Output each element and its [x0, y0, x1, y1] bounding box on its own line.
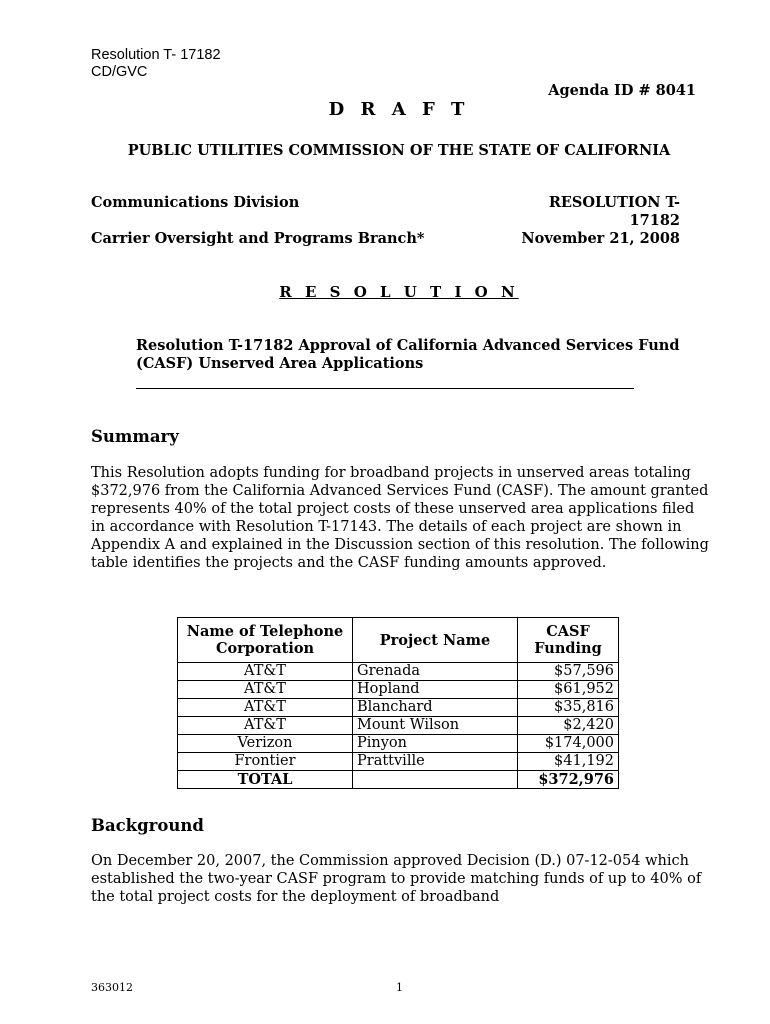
page-number: 1: [396, 981, 403, 994]
project-cell: Hopland: [353, 681, 518, 699]
column-header-funding: CASF Funding: [518, 618, 619, 663]
funding-cell: $41,192: [518, 753, 619, 771]
resolution-date: November 21, 2008: [521, 230, 680, 247]
corporation-cell: Verizon: [178, 735, 353, 753]
funding-cell: $35,816: [518, 699, 619, 717]
branch-name: Carrier Oversight and Programs Branch*: [91, 230, 425, 247]
resolution-heading: [0, 283, 770, 301]
commission-name: PUBLIC UTILITIES COMMISSION OF THE STATE OF CALIFORNIA: [127, 142, 671, 159]
division-block: [91, 194, 425, 248]
resolution-reference: Resolution T- 17182: [91, 47, 221, 63]
agenda-id: Agenda ID # 8041: [548, 82, 696, 99]
project-cell: Pinyon: [353, 735, 518, 753]
total-label: TOTAL: [178, 771, 353, 789]
funding-cell: $61,952: [518, 681, 619, 699]
resolution-number-line1: RESOLUTION T-: [548, 194, 680, 211]
corporation-cell: AT&T: [178, 717, 353, 735]
document-header: [91, 47, 221, 81]
author-initials: CD/GVC: [91, 64, 148, 80]
draft-label: D R A F T: [328, 99, 470, 120]
resolution-number-line2: 17182: [629, 212, 680, 229]
project-cell: Mount Wilson: [353, 717, 518, 735]
funding-table: [177, 617, 619, 789]
total-value: $372,976: [518, 771, 619, 789]
corporation-cell: AT&T: [178, 681, 353, 699]
summary-paragraph: This Resolution adopts funding for broadband projects in unserved areas totaling $372,976 from the California Advanced Services Fund (CASF). The amount granted represents 40% of the total project costs of these unserved area applications filed in accordance with Resolution T-17143. The details of each project are shown in Appendix A and explained in the Discussion section of this resolution. The following table identifies the projects and the CASF funding amounts approved.: [91, 465, 709, 571]
project-cell: Blanchard: [353, 699, 518, 717]
corporation-cell: AT&T: [178, 663, 353, 681]
table-total-row: [178, 771, 619, 789]
table-row: [178, 735, 619, 753]
column-header-project: Project Name: [353, 618, 518, 663]
division-name: Communications Division: [91, 194, 300, 211]
project-cell: Prattville: [353, 753, 518, 771]
resolution-heading-text: R E S O L U T I O N: [279, 283, 519, 301]
resolution-id-block: [521, 194, 680, 248]
resolution-title: Resolution T-17182 Approval of California Advanced Services Fund (CASF) Unserved Area Applications: [136, 337, 680, 372]
corporation-cell: AT&T: [178, 699, 353, 717]
project-cell: Grenada: [353, 663, 518, 681]
funding-cell: $174,000: [518, 735, 619, 753]
background-paragraph: On December 20, 2007, the Commission approved Decision (D.) 07-12-054 which established the two-year CASF program to provide matching funds of up to 40% of the total project costs for the deployment of broadband: [91, 853, 702, 905]
table-row: [178, 717, 619, 735]
table-header-row: [178, 618, 619, 663]
table-row: [178, 699, 619, 717]
background-heading: Background: [91, 816, 204, 835]
corporation-cell: Frontier: [178, 753, 353, 771]
column-header-corporation: Name of Telephone Corporation: [178, 618, 353, 663]
table-row: [178, 663, 619, 681]
funding-cell: $2,420: [518, 717, 619, 735]
summary-heading: Summary: [91, 427, 179, 446]
document-number: 363012: [91, 981, 133, 994]
funding-cell: $57,596: [518, 663, 619, 681]
table-row: [178, 753, 619, 771]
total-empty-cell: [353, 771, 518, 789]
title-divider: [136, 388, 634, 389]
table-row: [178, 681, 619, 699]
